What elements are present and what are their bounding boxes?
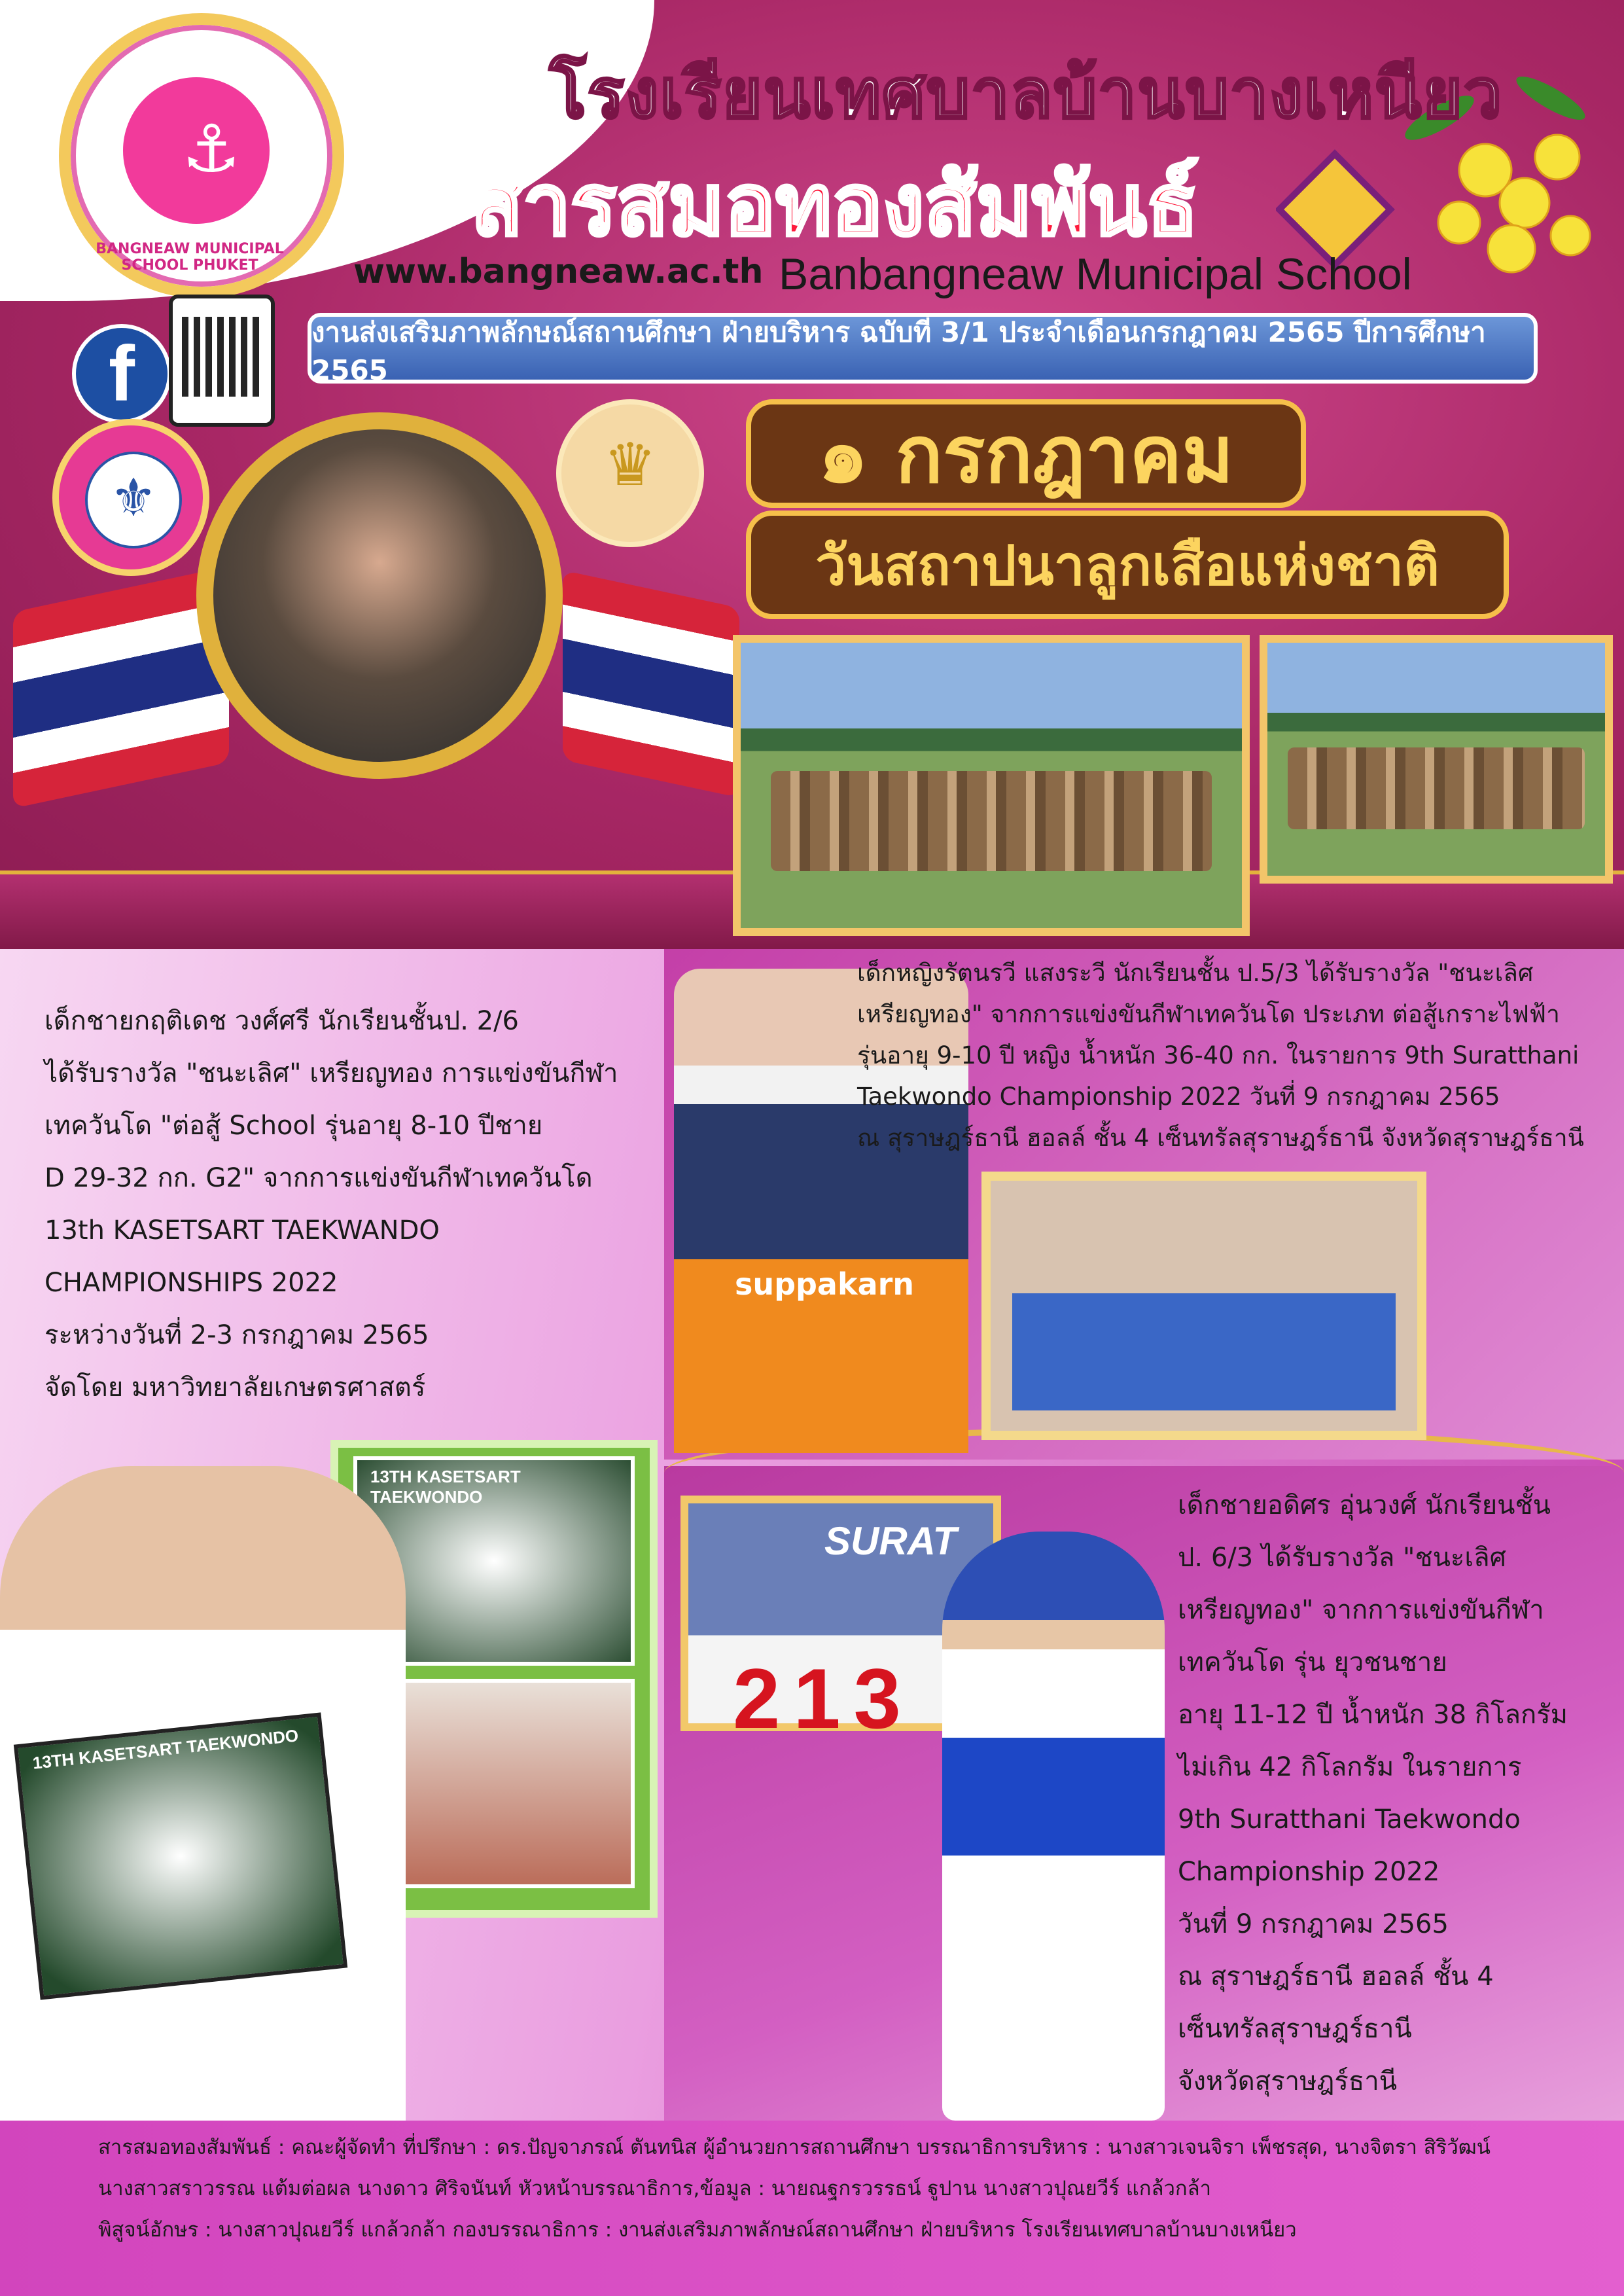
story-line: เซ็นทรัลสุราษฎร์ธานี [1178, 2014, 1412, 2044]
school-name-english: Banbangneaw Municipal School [779, 249, 1412, 299]
story-adisorn [1178, 1479, 1623, 2108]
story-line: ระหว่างวันที่ 2-3 กรกฎาคม 2565 [44, 1320, 429, 1350]
story-line: ได้รับรางวัล "ชนะเลิศ" เหรียญทอง การแข่งขันกีฬา [44, 1058, 618, 1088]
newsletter-title: สารสมอทองสัมพันธ์ [471, 155, 1199, 255]
scout-fleur-icon: ⚜ [110, 467, 157, 528]
royal-emblem [556, 399, 704, 547]
scout-parade-photo [1260, 635, 1613, 884]
podium-numbers: 213 [733, 1651, 914, 1746]
credits-line: พิสูจน์อักษร : นางสาวปุณยวีร์ แกล้วกล้า กองบรรณาธิการ : งานส่งเสริมภาพลักษณ์สถานศึกษา ฝ่ายบริหาร โรงเรียนเทศบาลบ้านบางเหนียว [98, 2218, 1297, 2242]
royal-emblem-icon: ♛ [603, 431, 657, 499]
story-line: ป. 6/3 ได้รับรางวัล "ชนะเลิศ [1178, 1543, 1506, 1573]
story-rattanarawee [857, 952, 1623, 1158]
girl-shirt-text: suppakarn [734, 1266, 915, 1302]
scout-group [771, 771, 1212, 871]
taekwondo-competition-photo [981, 1172, 1426, 1440]
story-line: จัดโดย มหาวิทยาลัยเกษตรศาสตร์ [44, 1372, 426, 1403]
story-line: CHAMPIONSHIPS 2022 [44, 1268, 338, 1298]
story-line: ณ สุราษฎร์ธานี ฮอลล์ ชั้น 4 เซ็นทรัลสุราษฎร์ธานี จังหวัดสุราษฎร์ธานี [857, 1124, 1584, 1152]
certificate-title: 13TH KASETSART TAEKWONDO [370, 1467, 521, 1507]
issue-info-bar: งานส่งเสริมภาพลักษณ์สถานศึกษา ฝ่ายบริหาร ฉบับที่ 3/1 ประจำเดือนกรกฎาคม 2565 ปีการศึกษา 2565 [308, 313, 1538, 384]
podium-banner-text: SURAT [824, 1519, 957, 1563]
school-name-thai: โรงเรียนเทศบาลบ้านบางเหนียว [550, 54, 1504, 134]
qr-code-pattern [182, 317, 262, 397]
story-line: เด็กชายอดิศร อุ่นวงศ์ นักเรียนชั้น [1178, 1490, 1551, 1520]
scout-parade [1288, 747, 1585, 829]
school-logo [59, 13, 344, 298]
story-line: เทควันโด "ต่อสู้ School รุ่นอายุ 8-10 ปีชาย [44, 1111, 543, 1141]
scout-logo-center [85, 452, 182, 548]
story-line: D 29-32 กก. G2" จากการแข่งขันกีฬาเทควันโด [44, 1163, 593, 1193]
facebook-icon[interactable]: f [72, 324, 171, 423]
story-line: วันที่ 9 กรกฎาคม 2565 [1178, 1909, 1449, 1939]
story-line: รุ่นอายุ 9-10 ปี หญิง น้ำหนัก 36-40 กก. ในรายการ 9th Suratthani [857, 1041, 1580, 1069]
school-logo-ring-text: BANGNEAW MUNICIPAL SCHOOL PHUKET [96, 241, 284, 274]
story-line: Championship 2022 [1178, 1857, 1440, 1887]
school-logo-center [116, 71, 276, 230]
story-line: 9th Suratthani Taekwondo [1178, 1804, 1521, 1835]
credits-line: นางสาวสราวรรณ แต้มต่อผล นางดาว ศิริจนันท์ หัวหน้าบรรณาธิการ,ข้อมูล : นายณฐกรวรรธน์ ฐูปาน นางสาวปุณยวีร์ แกล้วกล้า [98, 2177, 1212, 2200]
story-kritidet [44, 995, 673, 1414]
scout-day-title: วันสถาปนาลูกเสือแห่งชาติ [746, 511, 1509, 619]
story-line: อายุ 11-12 ปี น้ำหนัก 38 กิโลกรัม [1178, 1700, 1568, 1730]
website-link[interactable]: www.bangneaw.ac.th [353, 252, 764, 291]
qr-code-icon[interactable] [169, 295, 275, 427]
story-line: 13th KASETSART TAEKWANDO [44, 1215, 440, 1246]
king-vajiravudh-portrait [196, 412, 563, 779]
thai-flag-ribbon-right [563, 570, 739, 797]
scout-organization-logo [52, 419, 209, 576]
boy-taekwondo-gear-photo [942, 1532, 1165, 2121]
story-line: Taekwondo Championship 2022 วันที่ 9 กรกฎาคม 2565 [857, 1083, 1500, 1111]
story-line: ไม่เกิน 42 กิโลกรัม ในรายการ [1178, 1752, 1522, 1782]
scout-day-date: ๑ กรกฎาคม [746, 399, 1306, 508]
story-line: เทควันโด รุ่น ยุวชนชาย [1178, 1647, 1447, 1677]
held-certificate [14, 1712, 347, 2000]
held-certificate-title: 13TH KASETSART TAEKWONDO [31, 1725, 300, 1773]
competition-mat [1012, 1293, 1396, 1411]
story-line: เหรียญทอง" จากการแข่งขันกีฬา [1178, 1595, 1544, 1625]
editorial-credits [98, 2127, 1590, 2251]
credits-line: สารสมอทองสัมพันธ์ : คณะผู้จัดทำ ที่ปรึกษา : ดร.ปัญจาภรณ์ ตันทนิส ผู้อำนวยการสถานศึกษา บรรณาธิการบริหาร : นางสาวเจนจิรา เพ็ชรสุด, นางจิตรา สิริวัฒน์ [98, 2136, 1491, 2159]
anchor-icon: ⚓ [182, 111, 241, 187]
story-line: เหรียญทอง" จากการแข่งขันกีฬาเทควันโด ประเภท ต่อสู้เกราะไฟฟ้า [857, 1000, 1560, 1028]
story-line: ณ สุราษฎร์ธานี ฮอลล์ ชั้น 4 [1178, 1962, 1494, 1992]
story-line: เด็กชายกฤติเดช วงศ์ศรี นักเรียนชั้นป. 2/6 [44, 1006, 519, 1036]
story-line: จังหวัดสุราษฎร์ธานี [1178, 2066, 1398, 2096]
scout-group-photo [733, 635, 1250, 936]
story-line: เด็กหญิงรัตนรวี แสงระวี นักเรียนชั้น ป.5/3 ได้รับรางวัล "ชนะเลิศ [857, 959, 1534, 987]
